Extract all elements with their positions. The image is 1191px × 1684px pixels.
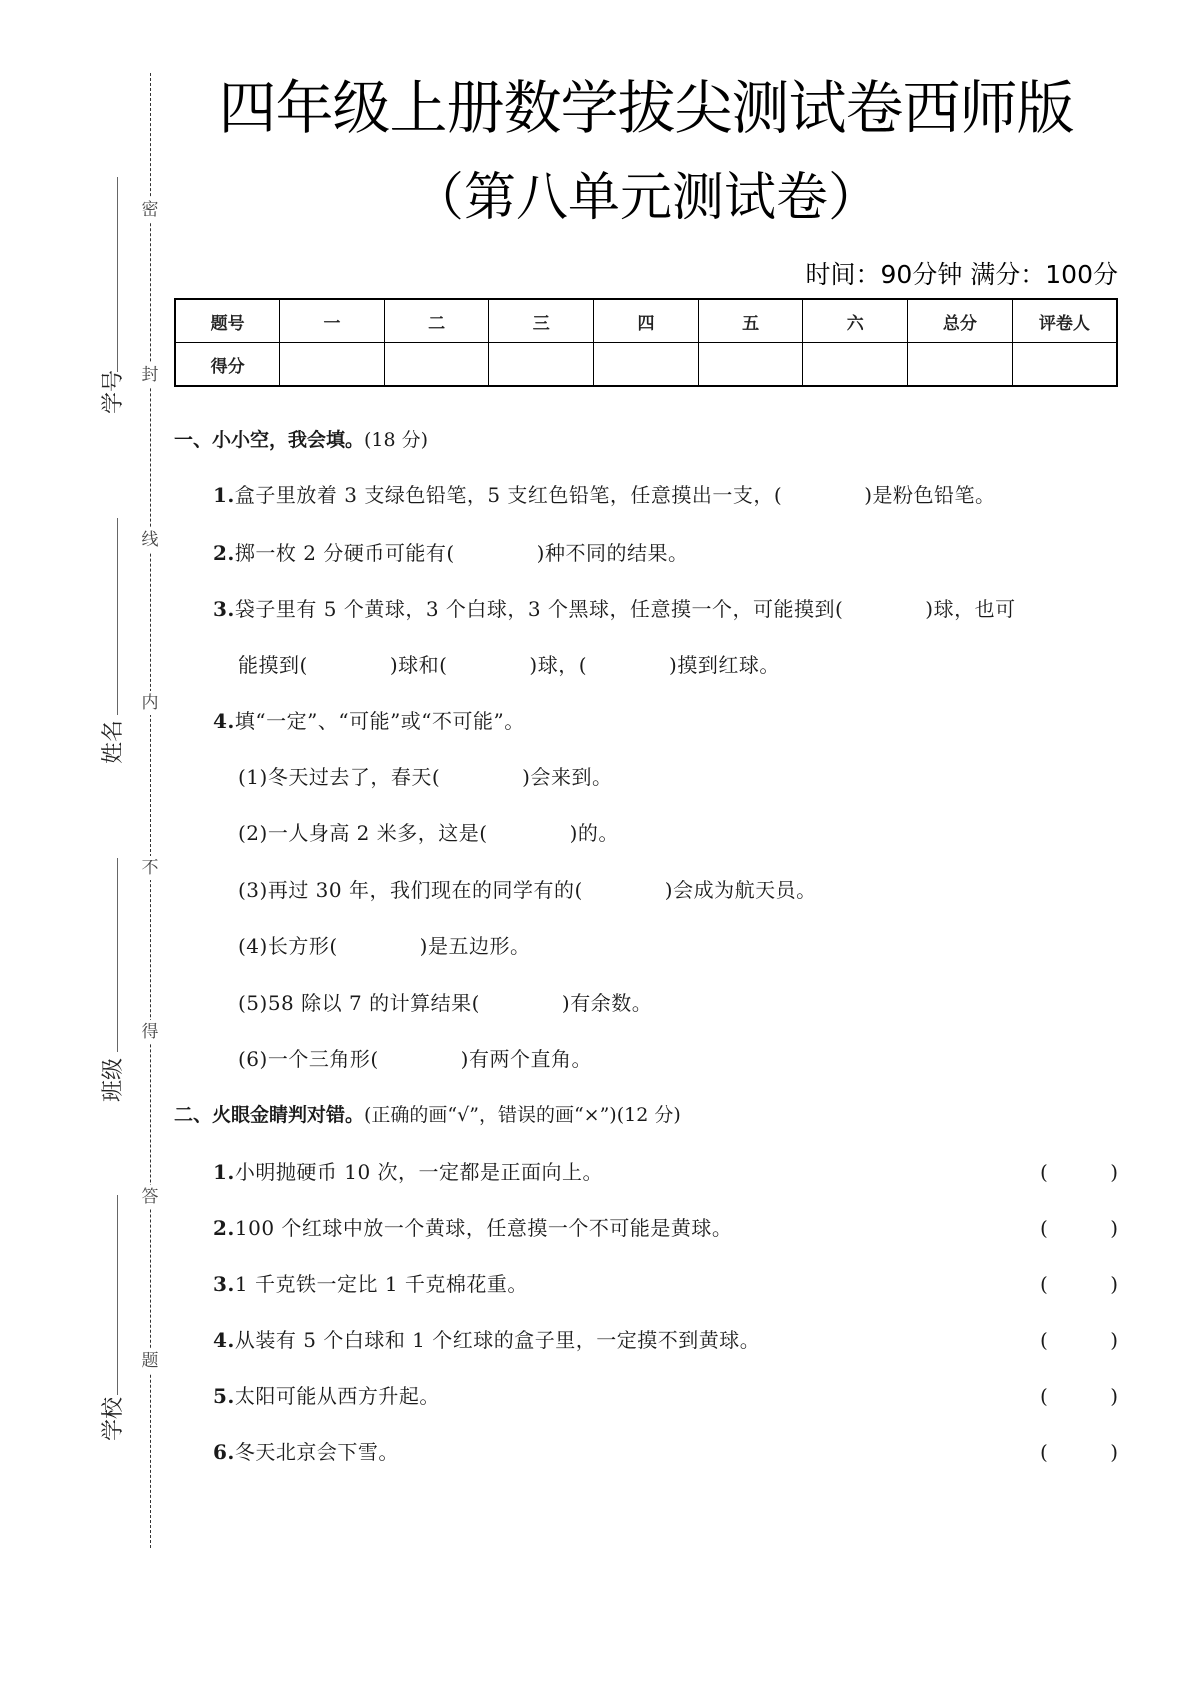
question-number: 3. [213,597,235,621]
question-text: )球，( [529,653,588,677]
judge-item-2 [213,1213,732,1243]
question-number: 1. [213,1160,235,1184]
question-text: )的。 [569,821,619,845]
sub-question-2 [238,818,619,848]
sub-question-1 [238,762,612,792]
score-cell[interactable] [594,343,699,387]
section1-points: (18 分) [364,429,429,451]
question-1-2 [213,538,688,568]
score-table-header-row [175,299,1117,343]
sub-question-6 [238,1044,592,1074]
paren-close: ) [1110,1440,1118,1464]
page-title: 四年级上册数学拔尖测试卷西师版 [218,74,1074,142]
question-text: )会成为航天员。 [664,878,817,902]
paren-close: ) [1110,1384,1118,1408]
paren-open: ( [1040,1216,1048,1240]
student-id-label: 学号 [101,369,126,414]
paren-open: ( [1040,1440,1048,1464]
question-number: 2. [213,1216,235,1240]
judge-item-1 [213,1157,603,1187]
question-number: 3. [213,1272,235,1296]
binding-dashed-line [150,73,151,1548]
question-text: )有余数。 [561,991,653,1015]
score-header-cell: 一 [280,299,385,343]
score-row-label: 得分 [175,343,280,387]
question-text: )摸到红球。 [669,653,780,677]
judge-item-3 [213,1269,528,1299]
question-text: )种不同的结果。 [536,541,689,565]
paren-close: ) [1110,1160,1118,1184]
section1-title: 一、小小空，我会填。 [174,429,365,451]
question-text: 从装有 5 个白球和 1 个红球的盒子里，一定摸不到黄球。 [234,1328,761,1352]
question-text: 小明抛硬币 10 次，一定都是正面向上。 [234,1160,604,1184]
judge-item-6 [213,1437,399,1467]
name-label: 姓名 [101,719,126,764]
score-header-cell: 题号 [175,299,280,343]
score-table-score-row [175,343,1117,387]
question-number: 1. [213,483,235,507]
judge-item-5 [213,1381,440,1411]
seal-char: 得 [139,1020,161,1044]
question-number: 5. [213,1384,235,1408]
question-text: (6)一个三角形( [238,1047,379,1071]
score-header-cell: 三 [489,299,594,343]
school-line[interactable] [117,1195,118,1395]
exam-time-score: 时间：90分钟 满分：100分 [805,260,1118,289]
paren-open: ( [1040,1384,1048,1408]
seal-char: 封 [139,363,161,387]
question-text: 100 个红球中放一个黄球，任意摸一个不可能是黄球。 [234,1216,733,1240]
judge-answer-box[interactable] [1040,1325,1118,1355]
name-line[interactable] [117,518,118,715]
score-cell[interactable] [908,343,1013,387]
class-label: 班级 [101,1057,126,1102]
section2-title: 二、火眼金睛判对错。 [174,1104,365,1126]
seal-char: 不 [139,856,161,880]
section2-heading [174,1101,681,1129]
paren-close: ) [1110,1272,1118,1296]
score-header-cell: 评卷人 [1012,299,1117,343]
class-line[interactable] [117,858,118,1052]
page-subtitle: （第八单元测试卷） [411,168,880,228]
paren-close: ) [1110,1328,1118,1352]
student-id-line[interactable] [117,177,118,372]
question-text: )有两个直角。 [460,1047,592,1071]
question-text: )球，也可 [925,597,1016,621]
question-text: 掷一枚 2 分硬币可能有( [234,541,455,565]
question-text: (1)冬天过去了，春天( [238,765,441,789]
question-text: 冬天北京会下雪。 [234,1440,399,1464]
question-text: )是粉色铅笔。 [864,483,996,507]
paren-open: ( [1040,1328,1048,1352]
paren-open: ( [1040,1160,1048,1184]
question-text: (2)一人身高 2 米多，这是( [238,821,488,845]
judge-answer-box[interactable] [1040,1213,1118,1243]
judge-answer-box[interactable] [1040,1269,1118,1299]
paren-close: ) [1110,1216,1118,1240]
seal-char: 密 [139,198,161,222]
question-text: )会来到。 [522,765,613,789]
question-number: 4. [213,1328,235,1352]
seal-char: 题 [139,1349,161,1373]
score-table [174,298,1118,387]
question-text: )球和( [389,653,448,677]
score-cell[interactable] [698,343,803,387]
question-number: 4. [213,709,235,733]
seal-char: 内 [139,691,161,715]
judge-answer-box[interactable] [1040,1157,1118,1187]
section2-note: (正确的画“√”，错误的画“×”)(12 分) [364,1104,681,1126]
question-text: 太阳可能从西方升起。 [234,1384,440,1408]
question-text: )是五边形。 [419,934,531,958]
question-text: 能摸到( [238,653,308,677]
question-1-1 [213,480,996,510]
question-text: 袋子里有 5 个黄球，3 个白球，3 个黑球，任意摸一个，可能摸到( [234,597,844,621]
question-text: (5)58 除以 7 的计算结果( [238,991,480,1015]
seal-char: 答 [139,1185,161,1209]
score-header-cell: 二 [384,299,489,343]
judge-item-4 [213,1325,760,1355]
score-header-cell: 四 [594,299,699,343]
score-cell[interactable] [803,343,908,387]
section1-heading [174,426,428,454]
score-header-cell: 六 [803,299,908,343]
sub-question-3 [238,875,817,905]
question-text: 填“一定”、“可能”或“不可能”。 [234,709,525,733]
question-1-3-continued [238,650,780,680]
question-text: 1 千克铁一定比 1 千克棉花重。 [234,1272,528,1296]
question-1-4 [213,706,525,736]
score-header-cell: 总分 [908,299,1013,343]
question-text: 盒子里放着 3 支绿色铅笔，5 支红色铅笔，任意摸出一支，( [234,483,783,507]
school-label: 学校 [101,1396,126,1441]
score-header-cell: 五 [698,299,803,343]
question-number: 6. [213,1440,235,1464]
judge-answer-box[interactable] [1040,1381,1118,1411]
score-cell[interactable] [489,343,594,387]
score-cell[interactable] [280,343,385,387]
score-cell[interactable] [384,343,489,387]
question-text: (3)再过 30 年，我们现在的同学有的( [238,878,583,902]
question-text: (4)长方形( [238,934,338,958]
sub-question-4 [238,931,530,961]
score-cell[interactable] [1012,343,1117,387]
question-number: 2. [213,541,235,565]
sub-question-5 [238,988,652,1018]
seal-char: 线 [139,528,161,552]
judge-answer-box[interactable] [1040,1437,1118,1467]
paren-open: ( [1040,1272,1048,1296]
question-1-3 [213,594,1016,624]
